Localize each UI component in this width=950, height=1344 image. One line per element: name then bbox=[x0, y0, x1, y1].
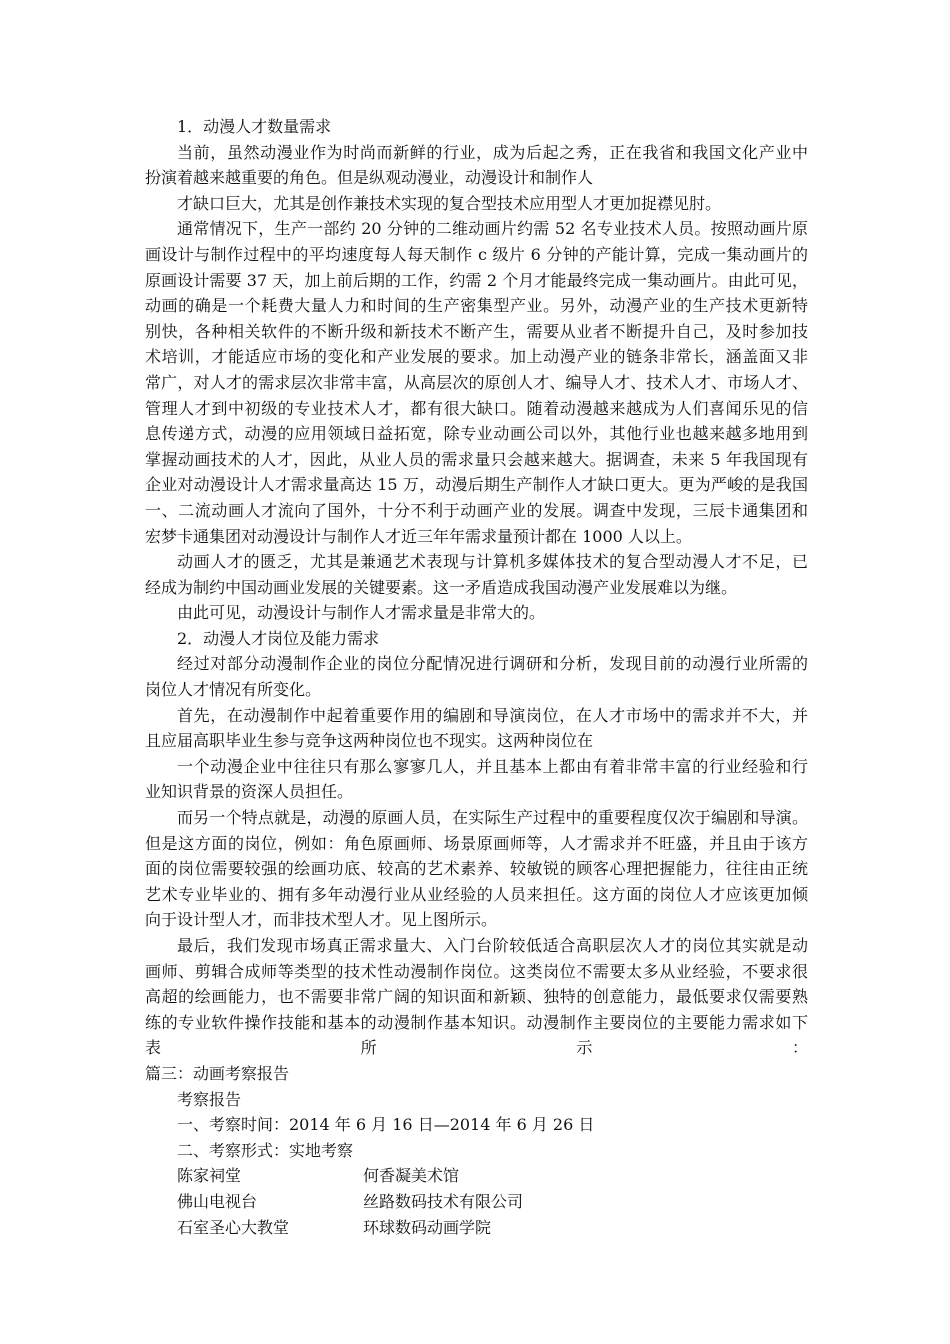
body-line: 首先，在动漫制作中起着重要作用的编剧和导演岗位，在人才市场中的需求并不大，并 bbox=[177, 705, 808, 725]
body-line: 扮演着越来越重要的角色。但是纵观动漫业，动漫设计和制作人 bbox=[145, 168, 594, 188]
body-line: 艺术专业毕业的、拥有多年动漫行业从业经验的人员来担任。这方面的岗位人才应该更加倾 bbox=[145, 884, 808, 904]
body-line: 才缺口巨大，尤其是创作兼技术实现的复合型技术应用型人才更加捉襟见肘。 bbox=[177, 193, 722, 213]
body-line: 企业对动漫设计人才需求量高达 15 万，动漫后期生产制作人才缺口更大。更为严峻的是我国 bbox=[145, 475, 808, 495]
body-line: 画设计与制作过程中的平均速度每人每天制作 c 级片 6 分钟的产能计算，完成一集动画片的 bbox=[145, 244, 808, 264]
place-row bbox=[145, 1215, 808, 1241]
body-line: 业知识背景的资深人员担任。 bbox=[145, 782, 354, 802]
body-line: 通常情况下，生产一部约 20 分钟的二维动画片约需 52 名专业技术人员。按照动画片原 bbox=[177, 219, 808, 239]
body-line: 经成为制约中国动画业发展的关键要素。这一矛盾造成我国动漫产业发展难以为继。 bbox=[145, 577, 738, 597]
body-line: 常广，对人才的需求层次非常丰富，从高层次的原创人才、编导人才、技术人才、市场人才、 bbox=[145, 372, 808, 392]
body-line: 练的专业软件操作技能和基本的动漫制作基本知识。动漫制作主要岗位的主要能力需求如下 bbox=[145, 1012, 808, 1032]
document-page bbox=[145, 114, 808, 1240]
place-left: 陈家祠堂 bbox=[177, 1166, 242, 1186]
place-row bbox=[145, 1163, 808, 1189]
body-line: 动画人才的匮乏，尤其是兼通艺术表现与计算机多媒体技术的复合型动漫人才不足，已 bbox=[177, 552, 808, 572]
section-heading-2: 2．动漫人才岗位及能力需求 bbox=[177, 628, 380, 648]
body-line: 管理人才到中初级的专业技术人才，都有很大缺口。随着动漫越来越成为人们喜闻乐见的信 bbox=[145, 398, 808, 418]
place-right: 何香凝美术馆 bbox=[363, 1166, 460, 1186]
body-line: 原画设计需要 37 天，加上前后期的工作，约需 2 个月才能最终完成一集动画片。由此可见， bbox=[145, 270, 808, 290]
body-line: 由此可见，动漫设计与制作人才需求量是非常大的。 bbox=[177, 603, 546, 623]
body-line: 表 所 示 ： bbox=[145, 1038, 808, 1058]
body-line: 息传递方式，动漫的应用领域日益拓宽，除专业动画公司以外，其他行业也越来越多地用到 bbox=[145, 424, 808, 444]
body-line: 二、考察形式：实地考察 bbox=[177, 1140, 354, 1160]
chapter-heading: 篇三：动画考察报告 bbox=[145, 1063, 290, 1083]
body-line: 一、二流动画人才流向了国外，十分不利于动画产业的发展。调查中发现，三辰卡通集团和 bbox=[145, 500, 808, 520]
section-heading-1: 1．动漫人才数量需求 bbox=[177, 117, 332, 136]
body-line: 面的岗位需要较强的绘画功底、较高的艺术素养、较敏锐的顾客心理把握能力，往往由正统 bbox=[145, 859, 808, 879]
place-left: 石室圣心大教堂 bbox=[177, 1217, 290, 1237]
place-row bbox=[145, 1189, 808, 1215]
place-right: 环球数码动画学院 bbox=[363, 1217, 492, 1237]
body-line: 术培训，才能适应市场的变化和产业发展的要求。加上动漫产业的链条非常长，涵盖面又非 bbox=[145, 347, 808, 367]
body-line: 一、考察时间：2014 年 6 月 16 日—2014 年 6 月 26 日 bbox=[177, 1115, 595, 1135]
body-line: 别快，各种相关软件的不断升级和新技术不断产生，需要从业者不断提升自己，及时参加技 bbox=[145, 321, 808, 341]
body-line: 且应届高职毕业生参与竞争这两种岗位也不现实。这两种岗位在 bbox=[145, 731, 594, 751]
body-line: 经过对部分动漫制作企业的岗位分配情况进行调研和分析，发现目前的动漫行业所需的 bbox=[177, 654, 808, 674]
body-line: 画师、剪辑合成师等类型的技术性动漫制作岗位。这类岗位不需要太多从业经验，不要求很 bbox=[145, 961, 808, 981]
body-line: 而另一个特点就是，动漫的原画人员，在实际生产过程中的重要程度仅次于编剧和导演。 bbox=[177, 808, 808, 828]
report-title: 考察报告 bbox=[177, 1089, 242, 1109]
body-line: 高超的绘画能力，也不需要非常广阔的知识面和新颖、独特的创意能力，最低要求仅需要熟 bbox=[145, 987, 808, 1007]
body-line: 掌握动画技术的人才，因此，从业人员的需求量只会越来越大。据调查，未来 5 年我国现有 bbox=[145, 449, 808, 469]
body-line: 最后，我们发现市场真正需求量大、入门台阶较低适合高职层次人才的岗位其实就是动 bbox=[177, 936, 808, 955]
body-line: 一个动漫企业中往往只有那么寥寥几人，并且基本上都由有着非常丰富的行业经验和行 bbox=[177, 756, 808, 776]
body-line: 岗位人才情况有所变化。 bbox=[145, 680, 322, 700]
body-line: 但是这方面的岗位，例如：角色原画师、场景原画师等，人才需求并不旺盛，并且由于该方 bbox=[145, 833, 808, 853]
place-left: 佛山电视台 bbox=[177, 1191, 258, 1211]
body-line: 当前，虽然动漫业作为时尚而新鲜的行业，成为后起之秀，正在我省和我国文化产业中 bbox=[177, 142, 808, 162]
body-line: 动画的确是一个耗费大量人力和时间的生产密集型产业。另外，动漫产业的生产技术更新特 bbox=[145, 296, 808, 316]
place-right: 丝路数码技术有限公司 bbox=[363, 1191, 524, 1211]
body-line: 向于设计型人才，而非技术型人才。见上图所示。 bbox=[145, 910, 498, 930]
body-line: 宏梦卡通集团对动漫设计与制作人才近三年年需求量预计都在 1000 人以上。 bbox=[145, 526, 692, 546]
